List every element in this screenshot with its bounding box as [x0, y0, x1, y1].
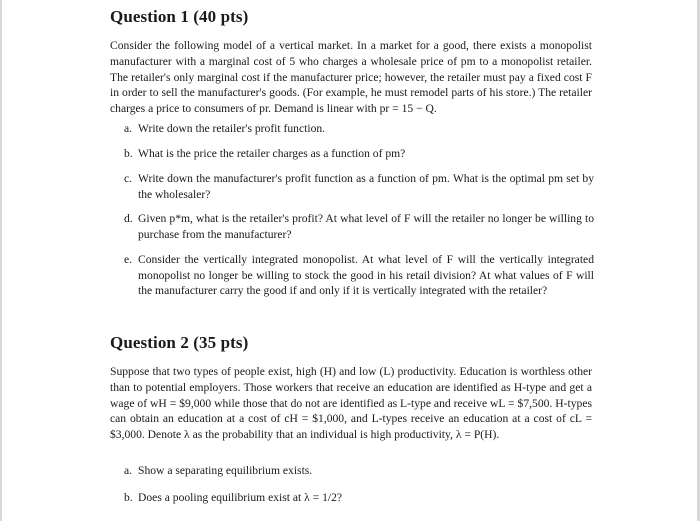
left-border	[0, 0, 2, 521]
question-2-item-a	[124, 463, 594, 479]
item-label: a.	[124, 122, 133, 135]
question-1-item-e	[124, 252, 594, 299]
question-2-intro: Suppose that two types of people exist, high (H) and low (L) productivity. Education is worthless other than to potential employers. Those workers that receive an education are identified as H-type and get a wage of wH = $9,000 while those that do not are identified as L-type and receive wL = $7,500. H-types can obtain an education at a cost of cH = $1,000, and L-types receive an education at a cost of cL = $3,000. Denote λ as the probability that an individual is high productivity, λ = P(H).	[110, 365, 592, 442]
item-text: Write down the manufacturer's profit function as a function of pm. What is the optimal pm set by the wholesaler?	[138, 172, 594, 201]
question-1-intro: Consider the following model of a vertical market. In a market for a good, there exists a monopolist manufacturer with a marginal cost of 5 who charges a wholesale price of pm to a monopolist retailer. The retailer's only marginal cost if the manufacturer price; however, the retailer must pay a fixed cost F in order to sell the manufacturer's goods. (For example, he must remodel parts of his store.) The retailer charges a price to consumers of pr. Demand is linear with pr = 15 − Q.	[110, 39, 592, 116]
item-text: Given p*m, what is the retailer's profit? At what level of F will the retailer no longer be willing to purchase from the manufacturer?	[138, 212, 594, 241]
item-label: c.	[124, 172, 133, 185]
item-label: b.	[124, 491, 133, 504]
item-label: e.	[124, 253, 133, 266]
item-text: Write down the retailer's profit function.	[138, 122, 326, 135]
question-1-item-a	[124, 121, 594, 137]
question-1-item-d	[124, 211, 594, 242]
question-1-title: Question 1 (40 pts)	[110, 7, 249, 26]
question-2-title: Question 2 (35 pts)	[110, 333, 249, 352]
item-text: Consider the vertically integrated monopolist. At what level of F will the vertically integrated monopolist no longer be willing to stock the good in his retail division? At what values of F will the manufacturer carry the good if and only if it is vertically integrated with the retailer?	[138, 253, 594, 298]
question-1-item-b	[124, 146, 594, 162]
item-label: d.	[124, 212, 133, 225]
item-text: Does a pooling equilibrium exist at λ = 1/2?	[138, 491, 343, 504]
item-label: a.	[124, 464, 133, 477]
question-2-item-b	[124, 490, 594, 506]
item-label: b.	[124, 147, 133, 160]
question-1-item-c	[124, 171, 594, 202]
item-text: What is the price the retailer charges as a function of pm?	[138, 147, 406, 160]
item-text: Show a separating equilibrium exists.	[138, 464, 313, 477]
